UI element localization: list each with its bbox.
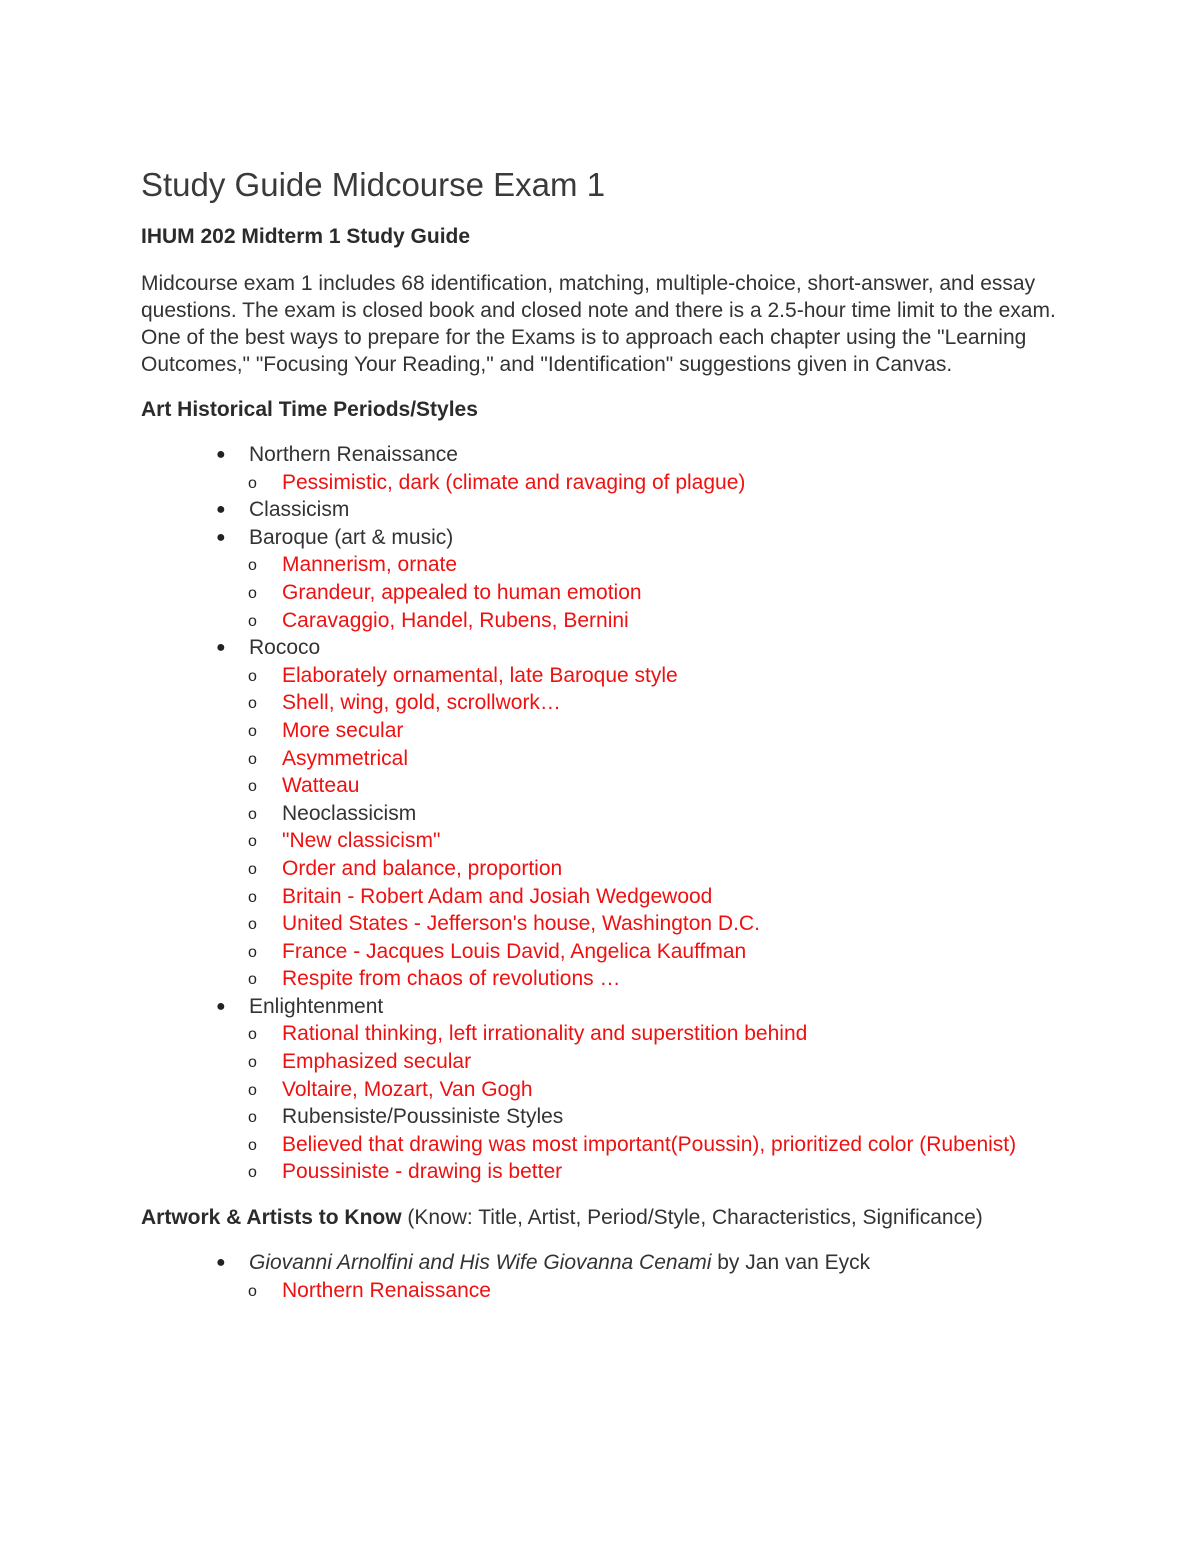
sub-list-item <box>141 938 1061 966</box>
intro-paragraph: Midcourse exam 1 includes 68 identification, matching, multiple-choice, short-answer, and essay questions. The exam is closed book and closed note and there is a 2.5-hour time limit to the exam. One of the best ways to prepare for the Exams is to approach each chapter using the "Learning Outcomes," "Focusing Your Reading," and "Identification" suggestions given in Canvas. <box>141 272 1056 376</box>
course-subheading: IHUM 202 Midterm 1 Study Guide <box>141 225 471 248</box>
bullet-circle-icon: o <box>248 695 257 713</box>
bullet-circle-icon: o <box>248 971 257 989</box>
sub-list-item <box>141 855 1061 883</box>
page-title: Study Guide Midcourse Exam 1 <box>141 166 606 203</box>
sub-item-text: Rubensiste/Poussiniste Styles <box>282 1105 564 1129</box>
period-list-item <box>141 524 1061 552</box>
artworks-heading-note: (Know: Title, Artist, Period/Style, Characteristics, Significance) <box>401 1206 983 1230</box>
period-label: Enlightenment <box>249 994 384 1018</box>
sub-list-item <box>141 965 1061 993</box>
artworks-heading <box>141 1204 1061 1231</box>
sub-list-item <box>141 1076 1061 1104</box>
bullet-dot-icon: ● <box>216 639 226 657</box>
period-list-item <box>141 496 1061 524</box>
sub-list-item <box>141 579 1061 607</box>
sub-item-text: Respite from chaos of revolutions … <box>282 967 621 991</box>
sub-list-item <box>141 1103 1061 1131</box>
sub-item-text: "New classicism" <box>282 829 441 853</box>
sub-list-item <box>141 1048 1061 1076</box>
sub-list-item <box>141 607 1061 635</box>
sub-list-item <box>141 883 1061 911</box>
sub-list <box>141 662 1061 993</box>
bullet-circle-icon: o <box>248 1109 257 1127</box>
sub-item-text: Pessimistic, dark (climate and ravaging of plague) <box>282 470 746 494</box>
sub-item-text: Caravaggio, Handel, Rubens, Bernini <box>282 608 629 632</box>
bullet-circle-icon: o <box>248 1136 257 1154</box>
sub-list-item <box>141 745 1061 773</box>
sub-list <box>141 1020 1061 1186</box>
sub-list-item <box>141 689 1061 717</box>
artwork-list-item <box>141 1249 1061 1277</box>
sub-list-item <box>141 1158 1061 1186</box>
sub-item-text: United States - Jefferson's house, Washington D.C. <box>282 912 760 936</box>
sub-list-item <box>141 772 1061 800</box>
sub-item-text: More secular <box>282 718 404 742</box>
sub-item-text: Watteau <box>282 774 360 798</box>
period-label: Northern Renaissance <box>249 443 458 466</box>
bullet-dot-icon: ● <box>216 528 226 546</box>
sub-item-text: Rational thinking, left irrationality and superstition behind <box>282 1022 808 1046</box>
artwork-title: Giovanni Arnolfini and His Wife Giovanna Cenami <box>249 1251 712 1275</box>
bullet-circle-icon: o <box>248 474 257 492</box>
sub-list-item <box>141 1131 1061 1159</box>
bullet-circle-icon: o <box>248 805 257 823</box>
bullet-circle-icon: o <box>248 1282 257 1300</box>
sub-item-text: Elaborately ornamental, late Baroque style <box>282 663 678 687</box>
bullet-circle-icon: o <box>248 557 257 575</box>
sub-list-item <box>141 827 1061 855</box>
sub-list-item <box>141 1277 1061 1305</box>
artworks-heading-bold: Artwork & Artists to Know <box>141 1206 402 1230</box>
sub-item-text: Believed that drawing was most important(Poussin), prioritized color (Rubenist) <box>282 1132 1017 1156</box>
artworks-list <box>141 1249 1061 1304</box>
bullet-circle-icon: o <box>248 943 257 961</box>
bullet-circle-icon: o <box>248 584 257 602</box>
bullet-circle-icon: o <box>248 1164 257 1182</box>
sub-list-item <box>141 717 1061 745</box>
sub-item-text: Britain - Robert Adam and Josiah Wedgewood <box>282 884 713 908</box>
bullet-dot-icon: ● <box>216 446 226 463</box>
sub-list-item <box>141 800 1061 828</box>
sub-item-text: Shell, wing, gold, scrollwork… <box>282 691 561 715</box>
periods-heading: Art Historical Time Periods/Styles <box>141 398 478 421</box>
sub-list <box>141 551 1061 634</box>
sub-item-text: Northern Renaissance <box>282 1278 491 1302</box>
period-label: Rococo <box>249 636 321 660</box>
document-page <box>141 163 1061 1322</box>
bullet-circle-icon: o <box>248 1054 257 1072</box>
bullet-circle-icon: o <box>248 722 257 740</box>
sub-item-text: Mannerism, ornate <box>282 553 458 577</box>
bullet-circle-icon: o <box>248 833 257 851</box>
sub-list-item <box>141 910 1061 938</box>
sub-item-text: Voltaire, Mozart, Van Gogh <box>282 1077 533 1101</box>
sub-list-item <box>141 551 1061 579</box>
bullet-circle-icon: o <box>248 778 257 796</box>
sub-item-text: Grandeur, appealed to human emotion <box>282 580 642 604</box>
bullet-circle-icon: o <box>248 1026 257 1044</box>
bullet-circle-icon: o <box>248 612 257 630</box>
sub-list-item <box>141 1020 1061 1048</box>
sub-list-item <box>141 662 1061 690</box>
sub-item-text: Asymmetrical <box>282 746 409 770</box>
sub-list <box>141 469 1061 497</box>
bullet-dot-icon: ● <box>216 1254 226 1272</box>
bullet-circle-icon: o <box>248 916 257 934</box>
artwork-artist: by Jan van Eyck <box>711 1251 871 1275</box>
bullet-dot-icon: ● <box>216 997 226 1015</box>
bullet-circle-icon: o <box>248 1081 257 1099</box>
period-list-item <box>141 993 1061 1021</box>
period-list-item <box>141 634 1061 662</box>
sub-item-text: Order and balance, proportion <box>282 856 563 880</box>
sub-item-text: Neoclassicism <box>282 801 417 825</box>
bullet-dot-icon: ● <box>216 501 226 519</box>
sub-item-text: France - Jacques Louis David, Angelica Kauffman <box>282 939 747 963</box>
bullet-circle-icon: o <box>248 667 257 685</box>
sub-list <box>141 1277 1061 1305</box>
period-list-item <box>141 441 1061 469</box>
bullet-circle-icon: o <box>248 860 257 878</box>
bullet-circle-icon: o <box>248 750 257 768</box>
bullet-circle-icon: o <box>248 888 257 906</box>
period-label: Baroque (art & music) <box>249 525 454 549</box>
sub-item-text: Emphasized secular <box>282 1050 472 1074</box>
sub-list-item <box>141 469 1061 497</box>
sub-item-text: Poussiniste - drawing is better <box>282 1160 563 1184</box>
periods-list <box>141 441 1061 1186</box>
period-label: Classicism <box>249 498 350 522</box>
